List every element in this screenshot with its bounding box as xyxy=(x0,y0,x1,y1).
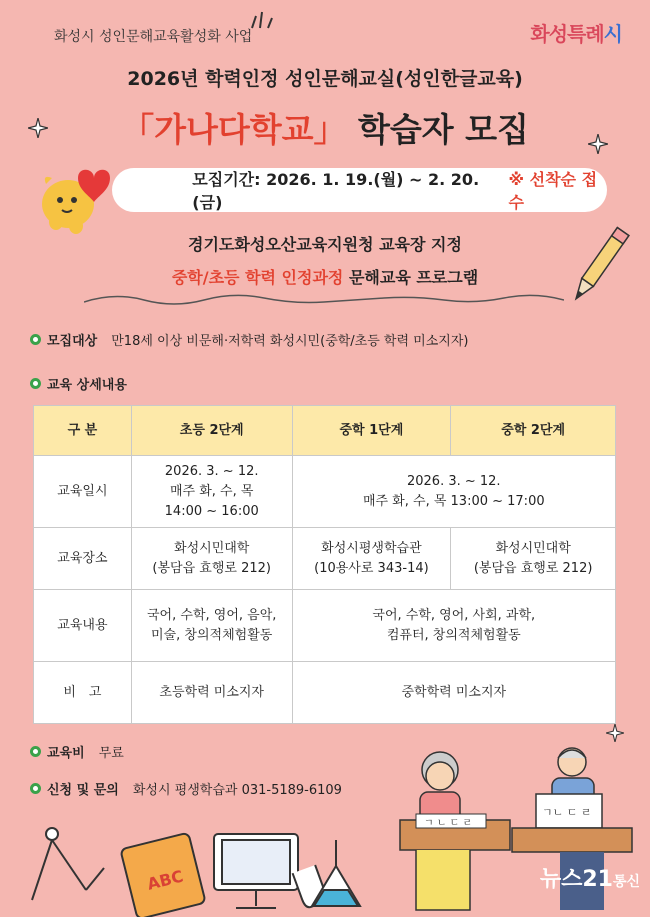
compass-icon xyxy=(32,828,104,900)
designation-line2: 중학/초등 학력 인정과정 문해교육 프로그램 xyxy=(171,268,479,287)
grandmother-figure xyxy=(400,752,510,910)
table-row xyxy=(34,590,616,662)
table-row xyxy=(34,528,616,590)
fee-value: 무료 xyxy=(98,746,124,761)
table-cell: 중학학력 미소지자 xyxy=(292,662,615,724)
pencil-icon xyxy=(566,222,632,310)
recruit-period-pill xyxy=(112,168,607,212)
wavy-divider xyxy=(84,290,564,308)
mascot-heart-icon xyxy=(36,156,120,240)
target-value: 만18세 이상 비문해·저학력 화성시민(중학/초등 학력 미소지자) xyxy=(111,334,469,349)
watermark: 뉴스21통신 xyxy=(539,867,640,892)
table-header-cell: 초등 2단계 xyxy=(131,406,292,456)
row-label: 교육장소 xyxy=(34,528,132,590)
table-cell: 2026. 3. ~ 12. 매주 화, 수, 목 14:00 ~ 16:00 xyxy=(131,456,292,528)
logo: 화성특례시 xyxy=(530,22,622,46)
abc-book-icon xyxy=(120,833,205,917)
organizer-text: 화성시 성인문해교육활성화 사업 xyxy=(54,29,253,45)
table-cell: 국어, 수학, 영어, 사회, 과학, 컴퓨터, 창의적체험활동 xyxy=(292,590,615,662)
table-cell: 화성시민대학 (봉담읍 효행로 212) xyxy=(451,528,616,590)
school-name: 「가나다학교」 xyxy=(121,110,347,149)
page-title: 「가나다학교」 학습자 모집 xyxy=(121,110,529,149)
sparkle-star-icon xyxy=(588,134,608,154)
details-row xyxy=(30,374,127,393)
table-cell: 초등학력 미소지자 xyxy=(131,662,292,724)
table-row xyxy=(34,662,616,724)
desk-text-1: ㄱ ㄴ ㄷ ㄹ xyxy=(424,818,473,829)
desk-text-2: ㄱㄴ ㄷ ㄹ xyxy=(542,806,592,819)
table-header-cell: 중학 1단계 xyxy=(292,406,451,456)
bullet-icon xyxy=(30,334,41,345)
table-header-row xyxy=(34,406,616,456)
table-header-cell: 구 분 xyxy=(34,406,132,456)
period-text: 모집기간: 2026. 1. 19.(월) ~ 2. 20.(금) xyxy=(192,170,480,212)
details-label: 교육 상세내용 xyxy=(47,378,127,393)
target-row xyxy=(30,330,469,349)
contact-label: 신청 및 문의 xyxy=(47,783,119,798)
contact-value: 화성시 평생학습과 031-5189-6109 xyxy=(132,783,342,798)
monitor-icon xyxy=(214,834,298,908)
flask-icon xyxy=(293,840,360,909)
fee-label: 교육비 xyxy=(47,746,85,761)
row-label: 교육내용 xyxy=(34,590,132,662)
sparkle-star-icon xyxy=(28,118,48,138)
designation-line1: 경기도화성오산교육지원청 교육장 지정 xyxy=(188,235,462,254)
period-note: ※ 선착순 접수 xyxy=(508,170,598,212)
table-cell: 화성시민대학 (봉담읍 효행로 212) xyxy=(131,528,292,590)
sparkle-icon xyxy=(248,8,274,30)
table-header-cell: 중학 2단계 xyxy=(451,406,616,456)
row-label: 교육일시 xyxy=(34,456,132,528)
bullet-icon xyxy=(30,378,41,389)
course-table xyxy=(33,405,616,724)
target-label: 모집대상 xyxy=(47,334,98,349)
abc-label: ABC xyxy=(145,866,186,894)
table-cell: 국어, 수학, 영어, 음악, 미술, 창의적체험활동 xyxy=(131,590,292,662)
table-cell: 화성시평생학습관 (10용사로 343-14) xyxy=(292,528,451,590)
table-row xyxy=(34,456,616,528)
row-label: 비 고 xyxy=(34,662,132,724)
page-subtitle: 2026년 학력인정 성인문해교실(성인한글교육) xyxy=(127,68,523,90)
table-cell: 2026. 3. ~ 12. 매주 화, 수, 목 13:00 ~ 17:00 xyxy=(292,456,615,528)
